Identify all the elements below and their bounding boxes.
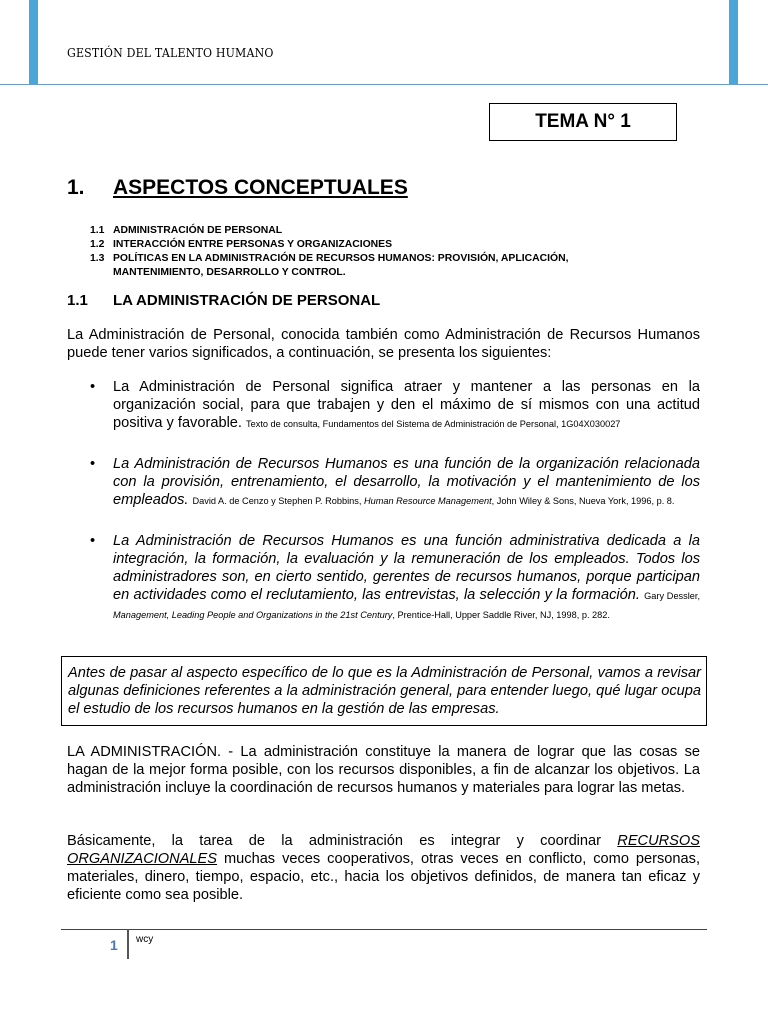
- definition-list: [90, 378, 700, 624]
- section-title: ASPECTOS CONCEPTUALES: [113, 176, 408, 199]
- subsection-heading: [67, 292, 380, 309]
- definition-text: La Administración de Personal significa atraer y mantener a las personas en la organización social, para que trabajen y den el máximo de sí mismos con una actitud positiva y favorable.: [113, 379, 700, 431]
- topic-item: [90, 238, 613, 252]
- topic-number: 1.3: [90, 253, 105, 264]
- definition-item: [90, 455, 700, 510]
- definition-source: Gary Dessler, Management, Leading People and Organizations in the 21st Century, Prentice-Hall, Upper Saddle River, NJ, 1998, p. 282.: [113, 591, 700, 620]
- topic-number: 1.1: [90, 225, 105, 236]
- topic-text: POLÍTICAS EN LA ADMINISTRACIÓN DE RECURSOS HUMANOS: PROVISIÓN, APLICACIÓN, MANTENIMIENTO, DESARROLLO Y CONTROL.: [113, 253, 569, 278]
- note-box: Antes de pasar al aspecto específico de lo que es la Administración de Personal, vamos a revisar algunas definiciones referentes a la administración general, para entender luego, qué lugar ocupa el estudio de los recursos humanos en la gestión de las empresas.: [61, 656, 707, 726]
- topic-item: [90, 224, 613, 238]
- bullet-icon: •: [90, 456, 96, 472]
- tema-box: TEMA N° 1: [489, 103, 677, 141]
- header-accent-bar-left: [29, 0, 38, 84]
- topic-list: [90, 224, 613, 280]
- running-header: GESTIÓN DEL TALENTO HUMANO: [67, 45, 274, 60]
- definition-source: David A. de Cenzo y Stephen P. Robbins, Human Resource Management, John Wiley & Sons, Nueva York, 1996, p. 8.: [192, 496, 675, 506]
- footer-separator: [127, 929, 129, 959]
- basic-paragraph: Básicamente, la tarea de la administración es integrar y coordinar RECURSOS ORGANIZACIONALES muchas veces cooperativos, otras veces en conflicto, como personas, materiales, dinero, tiempo, espacio, etc., hacia los objetivos definidos, de manera tan eficaz y eficiente como sea posible.: [67, 833, 700, 903]
- definition-text: La Administración de Recursos Humanos es una función administrativa dedicada a la integración, la formación, la evaluación y la remuneración de los empleados. Todos los administradores son, en cierto sentido, gerentes de recursos humanos, porque participan en actividades como el reclutamiento, las entrevistas, la selección y la formación.: [113, 533, 700, 603]
- header-rule: [0, 84, 768, 85]
- topic-text: INTERACCIÓN ENTRE PERSONAS Y ORGANIZACIONES: [113, 239, 393, 250]
- emphasis-text: RECURSOS ORGANIZACIONALES: [67, 833, 700, 867]
- definition-text: La Administración de Recursos Humanos es una función de la organización relacionada con la provisión, entrenamiento, el desarrollo, la motivación y el mantenimiento de los empleados.: [113, 456, 700, 508]
- definition-source: Texto de consulta, Fundamentos del Sistema de Administración de Personal, 1G04X030027: [246, 419, 621, 429]
- topic-text: ADMINISTRACIÓN DE PERSONAL: [113, 225, 283, 236]
- intro-paragraph: La Administración de Personal, conocida también como Administración de Recursos Humanos puede tener varios significados, a continuación, se presenta los siguientes:: [67, 327, 700, 361]
- bullet-icon: •: [90, 379, 96, 395]
- administration-paragraph: LA ADMINISTRACIÓN. - La administración constituye la manera de lograr que las cosas se hagan de la mejor forma posible, con los recursos disponibles, a fin de alcanzar los objetivos. La administración incluye la coordinación de recursos humanos y materiales para lograr las metas.: [67, 744, 700, 796]
- subsection-number: 1.1: [67, 292, 88, 309]
- topic-item: [90, 252, 613, 280]
- page-number: 1: [110, 937, 118, 953]
- header-accent-bar-right: [729, 0, 738, 84]
- definition-item: [90, 532, 700, 624]
- topic-number: 1.2: [90, 239, 105, 250]
- subsection-title: LA ADMINISTRACIÓN DE PERSONAL: [113, 292, 381, 309]
- section-number: 1.: [67, 176, 85, 199]
- section-heading: [67, 176, 408, 200]
- definition-item: [90, 378, 700, 433]
- footer-rule: [61, 929, 707, 930]
- bullet-icon: •: [90, 533, 96, 549]
- footer-text: wcy: [136, 934, 154, 945]
